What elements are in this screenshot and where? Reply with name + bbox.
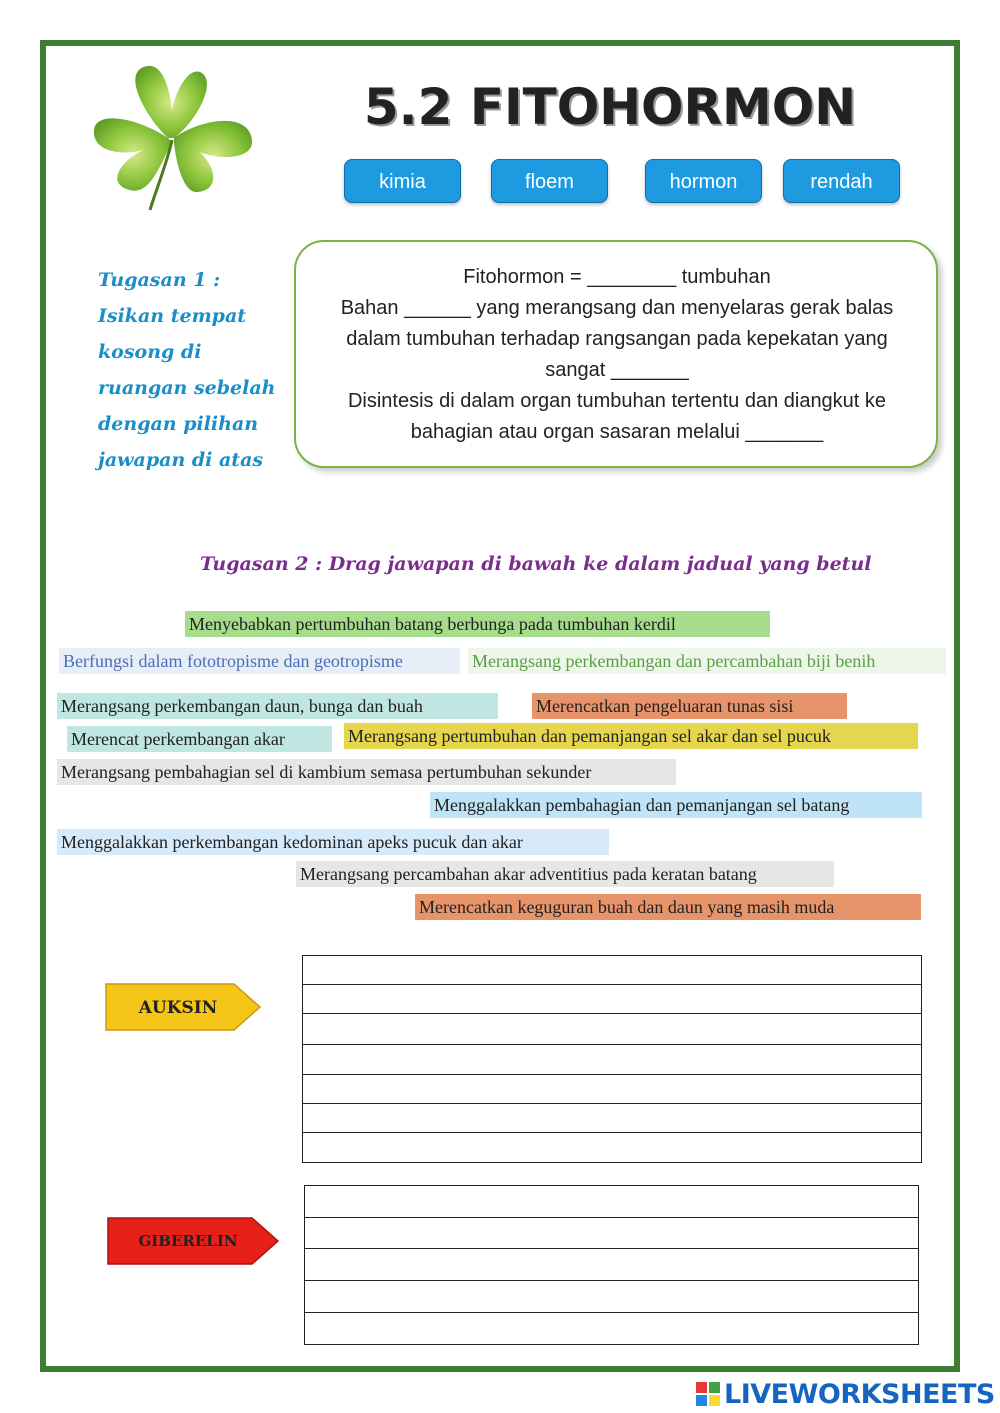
fill-line: bahagian atau organ sasaran melalui _______ xyxy=(410,421,824,443)
auksin-drop-row[interactable] xyxy=(302,1103,922,1133)
task1-line: jawapan di atas xyxy=(98,449,264,471)
word-chip-kimia[interactable]: kimia xyxy=(344,159,461,203)
fill-line: sangat _______ xyxy=(545,359,689,381)
task2-heading: Tugasan 2 : Drag jawapan di bawah ke dalam jadual yang betul xyxy=(200,553,872,575)
word-chip-floem[interactable]: floem xyxy=(491,159,608,203)
answer-card[interactable]: Merangsang perkembangan dan percambahan biji benih xyxy=(468,648,946,674)
logo-icon xyxy=(696,1382,720,1406)
auksin-tag xyxy=(104,982,262,1032)
logo-text: LIVEWORKSHEETS xyxy=(724,1378,995,1410)
word-chip-hormon[interactable]: hormon xyxy=(645,159,762,203)
answer-card[interactable]: Merangsang pertumbuhan dan pemanjangan sel akar dan sel pucuk xyxy=(344,723,918,749)
fill-line: Disintesis di dalam organ tumbuhan tertentu dan diangkut ke xyxy=(347,390,887,412)
giberelin-label: GIBERELIN xyxy=(138,1232,238,1250)
fill-line: Fitohormon = ________ tumbuhan xyxy=(463,266,771,288)
giberelin-drop-row[interactable] xyxy=(304,1280,919,1313)
answer-card[interactable]: Menggalakkan perkembangan kedominan apeks pucuk dan akar xyxy=(57,829,609,855)
auksin-drop-row[interactable] xyxy=(302,1044,922,1075)
fill-line: Bahan ______ yang merangsang dan menyelaras gerak balas xyxy=(340,297,894,319)
task1-line: kosong di xyxy=(98,341,202,363)
giberelin-table xyxy=(304,1185,919,1345)
giberelin-tag xyxy=(106,1216,280,1266)
auksin-label: AUKSIN xyxy=(138,998,218,1018)
auksin-table xyxy=(302,955,922,1163)
auksin-drop-row[interactable] xyxy=(302,1132,922,1163)
answer-card[interactable]: Merencatkan keguguran buah dan daun yang masih muda xyxy=(415,894,921,920)
answer-card[interactable]: Merencat perkembangan akar xyxy=(67,726,332,752)
answer-card[interactable]: Menggalakkan pembahagian dan pemanjangan sel batang xyxy=(430,792,922,818)
answer-card[interactable]: Menyebabkan pertumbuhan batang berbunga pada tumbuhan kerdil xyxy=(185,611,770,637)
task1-instructions xyxy=(98,262,278,478)
answer-card[interactable]: Merangsang percambahan akar adventitius pada keratan batang xyxy=(296,861,834,887)
task1-line: Tugasan 1 : xyxy=(98,269,221,291)
answer-card[interactable]: Merangsang pembahagian sel di kambium semasa pertumbuhan sekunder xyxy=(57,759,676,785)
auksin-drop-row[interactable] xyxy=(302,984,922,1014)
task1-line: ruangan sebelah xyxy=(98,377,276,399)
page-title: 5.2 FITOHORMON xyxy=(363,78,857,136)
giberelin-drop-row[interactable] xyxy=(304,1217,919,1249)
task1-line: Isikan tempat xyxy=(98,305,247,327)
liveworksheets-logo xyxy=(696,1378,995,1410)
clover-image xyxy=(88,60,260,212)
auksin-drop-row[interactable] xyxy=(302,1074,922,1104)
answer-card[interactable]: Merencatkan pengeluaran tunas sisi xyxy=(532,693,847,719)
answer-card[interactable]: Merangsang perkembangan daun, bunga dan buah xyxy=(57,693,498,719)
word-chip-rendah[interactable]: rendah xyxy=(783,159,900,203)
auksin-drop-row[interactable] xyxy=(302,955,922,985)
task1-line: dengan pilihan xyxy=(98,413,259,435)
answer-card[interactable]: Berfungsi dalam fototropisme dan geotropisme xyxy=(59,648,460,674)
giberelin-drop-row[interactable] xyxy=(304,1312,919,1345)
auksin-drop-row[interactable] xyxy=(302,1013,922,1045)
fill-line: dalam tumbuhan terhadap rangsangan pada kepekatan yang xyxy=(346,328,888,350)
giberelin-drop-row[interactable] xyxy=(304,1248,919,1281)
fill-in-text xyxy=(312,262,922,448)
giberelin-drop-row[interactable] xyxy=(304,1185,919,1218)
